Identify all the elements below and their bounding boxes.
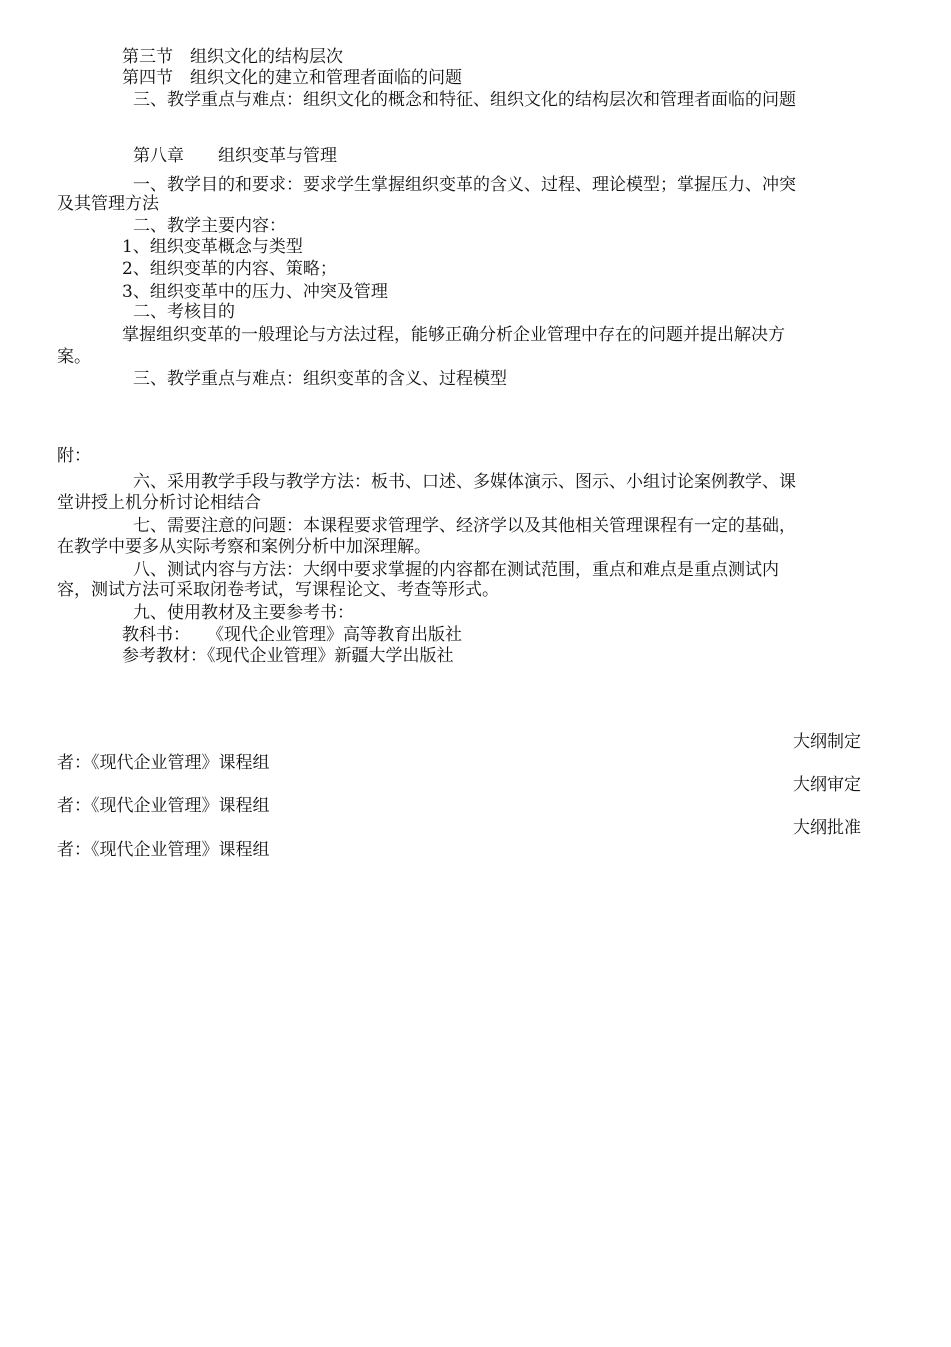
syllabus-approved-label: 大纲批准	[793, 818, 861, 838]
teaching-goals-line2: 及其管理方法	[57, 194, 159, 214]
teaching-methods-line2: 堂讲授上机分析讨论相结合	[57, 493, 261, 513]
teaching-methods-line1: 六、采用教学手段与教学方法：板书、口述、多媒体演示、图示、小组讨论案例教学、课	[133, 472, 796, 492]
assessment-heading: 二、考核目的	[133, 302, 235, 322]
key-points-ch8: 三、教学重点与难点：组织变革的含义、过程模型	[133, 369, 507, 389]
section-4-heading: 第四节 组织文化的建立和管理者面临的问题	[122, 68, 462, 88]
testing-line2: 容，测试方法可采取闭卷考试，写课程论文、考查等形式。	[57, 580, 499, 600]
syllabus-approved-by: 者：《现代企业管理》课程组	[57, 840, 270, 860]
syllabus-reviewed-by: 者：《现代企业管理》课程组	[57, 796, 270, 816]
content-item-1: 1、组织变革概念与类型	[122, 237, 303, 257]
notes-line2: 在教学中要多从实际考察和案例分析中加深理解。	[57, 537, 431, 557]
key-points-ch7: 三、教学重点与难点：组织文化的概念和特征、组织文化的结构层次和管理者面临的问题	[133, 90, 796, 110]
assessment-text-line1: 掌握组织变革的一般理论与方法过程，能够正确分析企业管理中存在的问题并提出解决方	[122, 325, 785, 345]
textbook-reference: 参考教材：《现代企业管理》新疆大学出版社	[122, 646, 454, 666]
assessment-text-line2: 案。	[57, 347, 91, 367]
chapter-8-heading: 第八章 组织变革与管理	[133, 146, 337, 166]
syllabus-drafted-label: 大纲制定	[793, 732, 861, 752]
syllabus-drafted-by: 者：《现代企业管理》课程组	[57, 753, 270, 773]
teaching-goals-line1: 一、教学目的和要求：要求学生掌握组织变革的含义、过程、理论模型；掌握压力、冲突	[133, 175, 796, 195]
content-item-3: 3、组织变革中的压力、冲突及管理	[122, 282, 388, 302]
notes-line1: 七、需要注意的问题：本课程要求管理学、经济学以及其他相关管理课程有一定的基础，	[133, 516, 796, 536]
testing-line1: 八、测试内容与方法：大纲中要求掌握的内容都在测试范围，重点和难点是重点测试内	[133, 560, 779, 580]
appendix-heading: 附：	[57, 446, 91, 466]
section-3-heading: 第三节 组织文化的结构层次	[122, 47, 343, 67]
main-content-heading: 二、教学主要内容：	[133, 216, 286, 236]
textbooks-heading: 九、使用教材及主要参考书：	[133, 603, 354, 623]
content-item-2: 2、组织变革的内容、策略；	[122, 259, 337, 279]
syllabus-reviewed-label: 大纲审定	[793, 775, 861, 795]
textbook-main: 教科书： 《现代企业管理》高等教育出版社	[122, 625, 462, 645]
